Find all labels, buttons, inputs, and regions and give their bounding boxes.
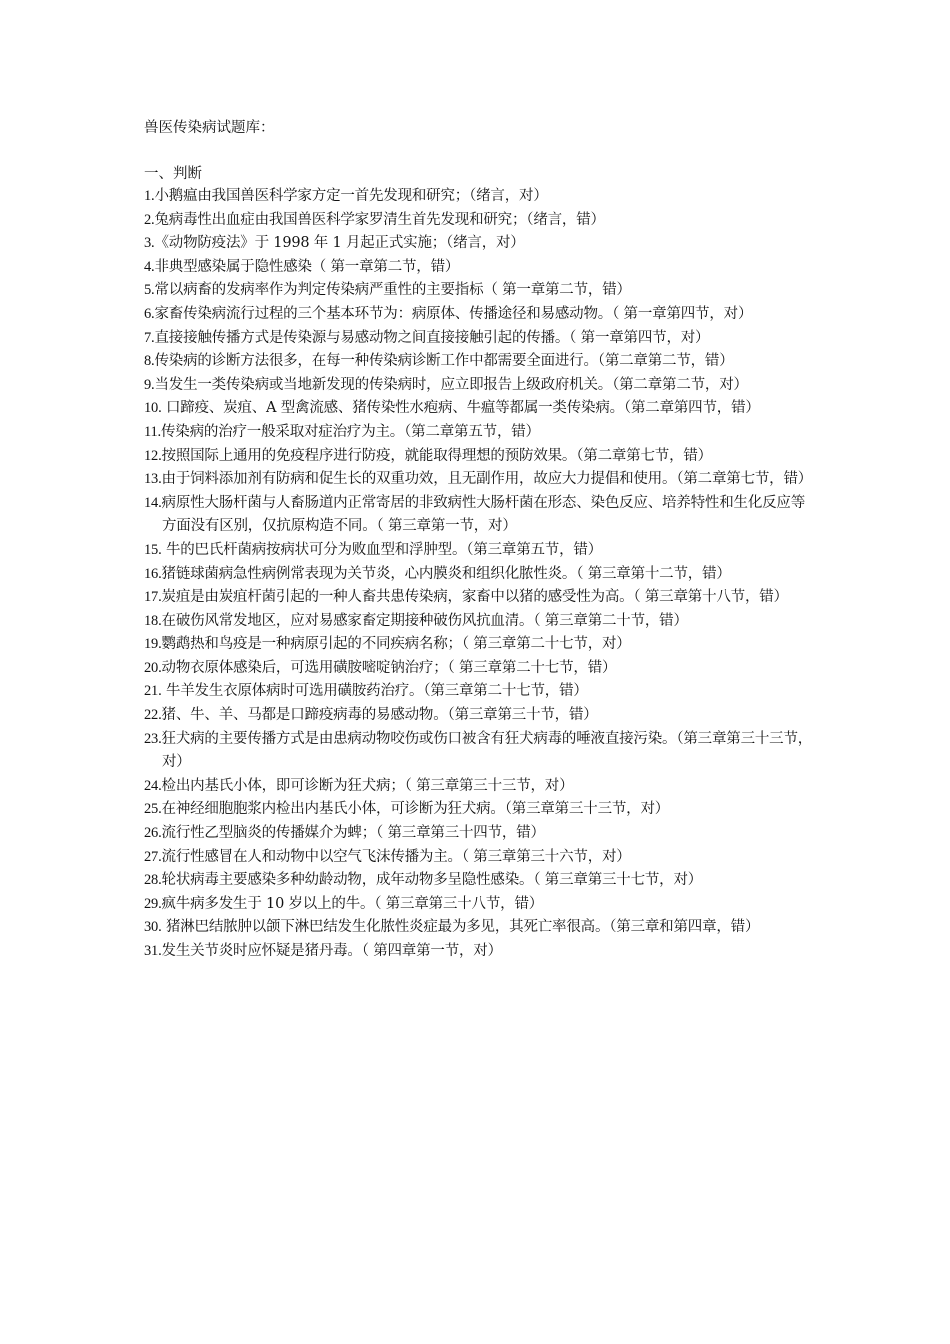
list-item bbox=[144, 303, 814, 327]
item-text: 按照国际上通用的免疫程序进行防疫，就能取得理想的预防效果。（第二章第七节，错） bbox=[161, 447, 712, 464]
list-item bbox=[144, 586, 814, 610]
item-text: 猪淋巴结脓肿以颌下淋巴结发生化脓性炎症最为多见，其死亡率很高。（第三章和第四章，错） bbox=[161, 919, 760, 936]
list-item bbox=[144, 397, 814, 421]
list-item bbox=[144, 893, 814, 917]
item-number: 8. bbox=[144, 353, 155, 370]
section-heading: 一、判断 bbox=[144, 166, 202, 182]
item-text: 流行性乙型脑炎的传播媒介为蜱；（ 第三章第三十四节，错） bbox=[161, 825, 545, 842]
item-number: 11. bbox=[144, 423, 161, 440]
list-item bbox=[144, 421, 814, 445]
list-item bbox=[144, 492, 814, 539]
item-text: 家畜传染病流行过程的三个基本环节为：病原体、传播途径和易感动物。（ 第一章第四节，对） bbox=[154, 305, 753, 322]
item-number: 25. bbox=[144, 801, 162, 818]
list-item bbox=[144, 775, 814, 799]
document-page bbox=[144, 117, 814, 964]
item-number: 12. bbox=[144, 447, 162, 464]
item-text: 病原性大肠杆菌与人畜肠道内正常寄居的非致病性大肠杆菌在形态、染色反应、培养特性和生化反应等方面没有区别，仅抗原构造不同。（ 第三章第一节，对） bbox=[161, 494, 806, 535]
item-text: 疯牛病多发生于 10 岁以上的牛。（ 第三章第三十八节，错） bbox=[161, 895, 544, 912]
item-text: 由于饲料添加剂有防病和促生长的双重功效，且无副作用，故应大力提倡和使用。（第二章第七节，错） bbox=[161, 471, 813, 488]
list-item bbox=[144, 232, 814, 256]
item-number: 31. bbox=[144, 943, 162, 959]
item-text: 口蹄疫、炭疽、A 型禽流感、猪传染性水疱病、牛瘟等都属一类传染病。（第二章第四节，错） bbox=[161, 400, 760, 417]
item-text: 鹦鹉热和鸟疫是一种病原引起的不同疾病名称；（ 第三章第二十七节，对） bbox=[161, 636, 631, 653]
item-text: 检出内基氏小体，即可诊断为狂犬病；（ 第三章第三十三节，对） bbox=[161, 777, 574, 794]
item-text: 《动物防疫法》于 1998 年 1 月起正式实施；（绪言，对） bbox=[154, 235, 525, 252]
item-number: 3. bbox=[144, 235, 155, 252]
list-item bbox=[144, 539, 814, 563]
item-text: 非典型感染属于隐性感染（ 第一章第二节，错） bbox=[154, 258, 460, 275]
item-number: 19. bbox=[144, 636, 162, 653]
question-list bbox=[144, 185, 814, 964]
list-item bbox=[144, 256, 814, 280]
document-title: 兽医传染病试题库： bbox=[144, 120, 275, 136]
list-item bbox=[144, 445, 814, 469]
item-number: 7. bbox=[144, 329, 155, 346]
list-item bbox=[144, 798, 814, 822]
item-number: 16. bbox=[144, 565, 162, 582]
list-item bbox=[144, 185, 814, 209]
item-text: 传染病的诊断方法很多，在每一种传染病诊断工作中都需要全面进行。（第二章第二节，错） bbox=[154, 353, 734, 370]
list-item bbox=[144, 846, 814, 870]
item-text: 猪、牛、羊、马都是口蹄疫病毒的易感动物。（第三章第三十节，错） bbox=[161, 707, 598, 724]
list-item bbox=[144, 657, 814, 681]
item-text: 动物衣原体感染后，可选用磺胺嘧啶钠治疗；（ 第三章第二十七节，错） bbox=[161, 659, 617, 676]
item-text: 轮状病毒主要感染多种幼龄动物，成年动物多呈隐性感染。（ 第三章第三十七节，对） bbox=[161, 872, 703, 889]
item-text: 直接接触传播方式是传染源与易感动物之间直接接触引起的传播。（ 第一章第四节，对） bbox=[154, 329, 710, 346]
item-text: 发生关节炎时应怀疑是猪丹毒。（ 第四章第一节，对） bbox=[161, 943, 502, 959]
item-number: 10. bbox=[144, 400, 162, 417]
item-text: 炭疽是由炭疽杆菌引起的一种人畜共患传染病，家畜中以猪的感受性为高。（ 第三章第十八节，错） bbox=[161, 589, 788, 606]
item-number: 23. bbox=[144, 730, 162, 747]
item-text: 兔病毒性出血症由我国兽医科学家罗清生首先发现和研究；（绪言，错） bbox=[154, 211, 605, 228]
list-item bbox=[144, 468, 814, 492]
item-text: 狂犬病的主要传播方式是由患病动物咬伤或伤口被含有狂犬病毒的唾液直接污染。（第三章第三十三节，对） bbox=[161, 730, 813, 771]
list-item bbox=[144, 563, 814, 587]
list-item bbox=[144, 209, 814, 233]
item-number: 6. bbox=[144, 305, 155, 322]
item-number: 13. bbox=[144, 471, 162, 488]
item-text: 传染病的治疗一般采取对症治疗为主。（第二章第五节，错） bbox=[161, 423, 540, 440]
list-item bbox=[144, 728, 814, 775]
item-number: 2. bbox=[144, 211, 155, 228]
item-number: 27. bbox=[144, 848, 162, 865]
item-number: 4. bbox=[144, 258, 155, 275]
list-item bbox=[144, 374, 814, 398]
list-item bbox=[144, 916, 814, 940]
list-item bbox=[144, 869, 814, 893]
item-text: 常以病畜的发病率作为判定传染病严重性的主要指标（ 第一章第二节，错） bbox=[154, 282, 631, 299]
item-number: 30. bbox=[144, 919, 162, 936]
item-number: 21. bbox=[144, 683, 162, 700]
item-number: 1. bbox=[144, 188, 155, 204]
list-item bbox=[144, 704, 814, 728]
item-text: 牛羊发生衣原体病时可选用磺胺药治疗。（第三章第二十七节，错） bbox=[161, 683, 588, 700]
item-number: 14. bbox=[144, 494, 162, 511]
list-item bbox=[144, 633, 814, 657]
item-text: 在神经细胞胞浆内检出内基氏小体，可诊断为狂犬病。（第三章第三十三节，对） bbox=[161, 801, 670, 818]
item-text: 小鹅瘟由我国兽医科学家方定一首先发现和研究；（绪言，对） bbox=[154, 188, 548, 204]
list-item bbox=[144, 940, 814, 964]
list-item bbox=[144, 610, 814, 634]
item-number: 28. bbox=[144, 872, 162, 889]
item-text: 在破伤风常发地区，应对易感家畜定期接种破伤风抗血清。（ 第三章第二十节，错） bbox=[161, 612, 688, 629]
item-number: 17. bbox=[144, 589, 162, 606]
item-number: 26. bbox=[144, 825, 162, 842]
item-text: 牛的巴氏杆菌病按病状可分为败血型和浮肿型。（第三章第五节，错） bbox=[161, 541, 602, 558]
item-number: 24. bbox=[144, 777, 162, 794]
list-item bbox=[144, 279, 814, 303]
item-number: 20. bbox=[144, 659, 162, 676]
item-text: 猪链球菌病急性病例常表现为关节炎，心内膜炎和组织化脓性炎。（ 第三章第十二节，错） bbox=[161, 565, 731, 582]
item-number: 5. bbox=[144, 282, 155, 299]
item-number: 9. bbox=[144, 376, 155, 393]
list-item bbox=[144, 350, 814, 374]
item-text: 流行性感冒在人和动物中以空气飞沫传播为主。（ 第三章第三十六节，对） bbox=[161, 848, 631, 865]
list-item bbox=[144, 680, 814, 704]
list-item bbox=[144, 822, 814, 846]
item-text: 当发生一类传染病或当地新发现的传染病时，应立即报告上级政府机关。（第二章第二节，对） bbox=[154, 376, 748, 393]
list-item bbox=[144, 327, 814, 351]
item-number: 18. bbox=[144, 612, 162, 629]
item-number: 29. bbox=[144, 895, 162, 912]
item-number: 22. bbox=[144, 707, 162, 724]
item-number: 15. bbox=[144, 541, 162, 558]
